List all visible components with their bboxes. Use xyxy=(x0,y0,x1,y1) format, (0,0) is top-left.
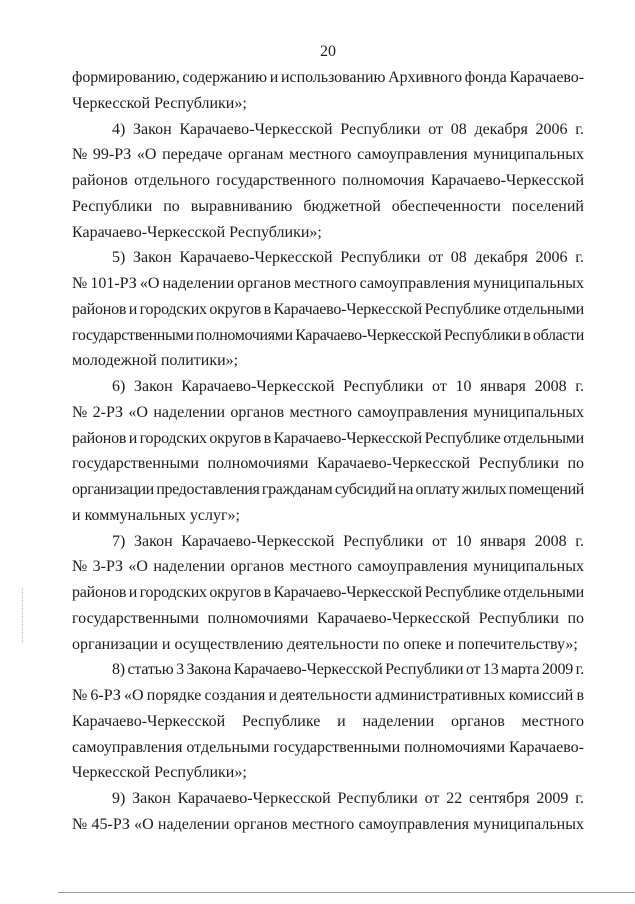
text-line: 7) Закон Карачаево-Черкесской Республики от 10 января 2008 г. xyxy=(112,532,584,550)
text-line: районов и городских округов в Карачаево-Черкесской Республике отдельными xyxy=(72,584,584,601)
list-item-8 xyxy=(72,657,584,786)
text-line: № 101-РЗ «О наделении органов местного самоуправления муниципальных xyxy=(72,275,584,292)
scan-page-edge xyxy=(58,892,635,893)
text-line: 6) Закон Карачаево-Черкесской Республики от 10 января 2008 г. xyxy=(112,378,584,395)
list-item-6 xyxy=(72,374,584,529)
text-line: 9) Закон Карачаево-Черкесской Республики от 22 сентября 2009 г. xyxy=(112,790,584,807)
text-line: и коммунальных услуг»; xyxy=(72,506,240,524)
text-line: № 6-РЗ «О порядке создания и деятельности административных комиссий в xyxy=(72,687,584,704)
text-line: 5) Закон Карачаево-Черкесской Республики от 08 декабря 2006 г. xyxy=(112,249,584,267)
text-line: № 45-РЗ «О наделении органов местного самоуправления муниципальных xyxy=(72,815,584,833)
text-line: № 2-РЗ «О наделении органов местного самоуправления муниципальных xyxy=(72,403,584,421)
text-line: районов и городских округов в Карачаево-Черкесской Республике отдельными xyxy=(72,300,584,318)
text-line: Черкесской Республики»; xyxy=(72,94,247,112)
text-line: молодежной политики»; xyxy=(72,352,239,370)
text-line: № 3-РЗ «О наделении органов местного самоуправления муниципальных xyxy=(72,558,584,576)
text-line: районов и городских округов в Карачаево-Черкесской Республике отдельными xyxy=(72,429,584,447)
text-line: Карачаево-Черкесской Республике и наделении органов местного xyxy=(72,712,584,730)
list-item-7 xyxy=(72,529,584,658)
text-line: государственными полномочиями Карачаево-Черкесской Республики по xyxy=(72,455,584,473)
text-line: 4) Закон Карачаево-Черкесской Республики от 08 декабря 2006 г. xyxy=(112,120,584,138)
text-line: организации предоставления гражданам субсидий на оплату жилых помещений xyxy=(72,481,584,498)
text-line: 8) статью 3 Закона Карачаево-Черкесской Республики от 13 марта 2009 г. xyxy=(112,661,584,679)
paragraph-continuation xyxy=(72,65,584,117)
text-line: Республики по выравниванию бюджетной обеспеченности поселений xyxy=(72,197,584,215)
text-line: Черкесской Республики»; xyxy=(72,764,247,782)
text-line: самоуправления отдельными государственными полномочиями Карачаево- xyxy=(72,738,584,756)
document-body xyxy=(72,65,584,838)
text-line: районов отдельного государственного полномочия Карачаево-Черкесской xyxy=(72,172,584,189)
list-item-4 xyxy=(72,117,584,246)
text-line: государственными полномочиями Карачаево-Черкесской Республики по xyxy=(72,609,584,627)
scan-artifact-line xyxy=(22,588,23,643)
text-line: государственными полномочиями Карачаево-Черкесской Республики в области xyxy=(72,326,584,344)
text-line: Карачаево-Черкесской Республики»; xyxy=(72,223,322,241)
list-item-5 xyxy=(72,245,584,374)
page-number: 20 xyxy=(320,43,336,60)
text-line: № 99-РЗ «О передаче органам местного самоуправления муниципальных xyxy=(72,146,584,164)
text-line: формированию, содержанию и использованию Архивного фонда Карачаево- xyxy=(72,69,584,86)
text-line: организации и осуществлению деятельности по опеке и попечительству»; xyxy=(72,635,578,653)
list-item-9 xyxy=(72,786,584,838)
